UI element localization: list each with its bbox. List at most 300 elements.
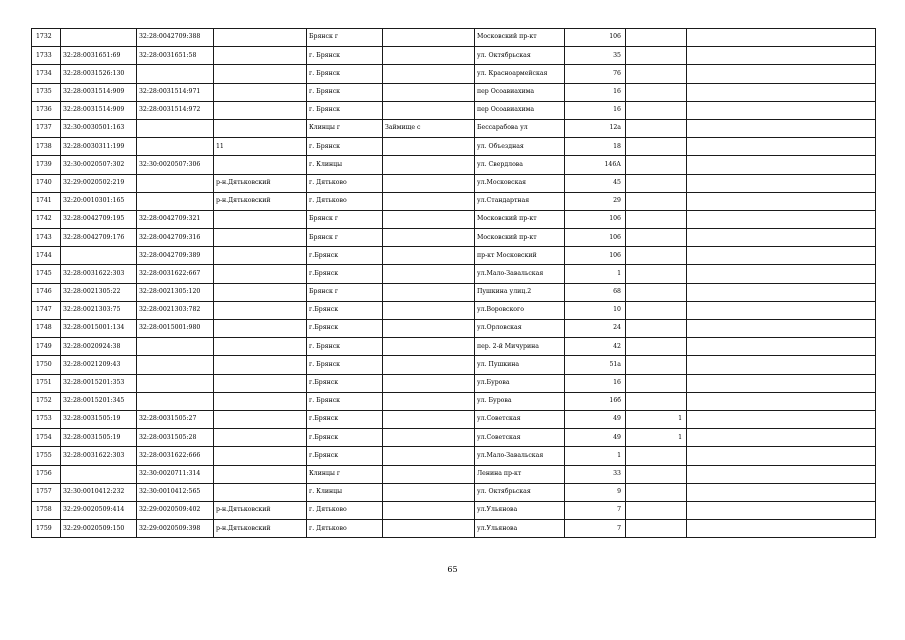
street-cell: ул. Бурова xyxy=(475,392,565,410)
district-cell xyxy=(214,210,307,228)
table-row xyxy=(32,29,876,47)
row-index-cell: 1743 xyxy=(32,229,61,247)
row-index-cell: 1752 xyxy=(32,392,61,410)
street-cell: ул.Московская xyxy=(475,174,565,192)
extra-cell xyxy=(687,265,876,283)
object-cadastral-number-cell xyxy=(137,138,214,156)
table-row xyxy=(32,210,876,228)
street-cell: ул. Октябрьская xyxy=(475,483,565,501)
city-cell: г.Брянск xyxy=(307,374,383,392)
district-cell xyxy=(214,338,307,356)
extra-cell xyxy=(687,301,876,319)
house-number-cell: 146А xyxy=(565,156,626,174)
table-row xyxy=(32,447,876,465)
city-cell: г.Брянск xyxy=(307,447,383,465)
building-cell xyxy=(626,501,687,519)
table-row xyxy=(32,83,876,101)
building-cell xyxy=(626,119,687,137)
extra-cell xyxy=(687,101,876,119)
extra-cell xyxy=(687,229,876,247)
locality-cell xyxy=(383,356,475,374)
locality-cell xyxy=(383,65,475,83)
table-row xyxy=(32,374,876,392)
cadastral-number-cell: 32:28:0031505:19 xyxy=(61,429,137,447)
cadastral-number-cell: 32:28:0031651:69 xyxy=(61,47,137,65)
city-cell: г. Клинцы xyxy=(307,483,383,501)
row-index-cell: 1741 xyxy=(32,192,61,210)
building-cell xyxy=(626,356,687,374)
cadastral-number-cell xyxy=(61,29,137,47)
object-cadastral-number-cell: 32:28:0031514:972 xyxy=(137,101,214,119)
object-cadastral-number-cell: 32:28:0031505:27 xyxy=(137,410,214,428)
extra-cell xyxy=(687,174,876,192)
house-number-cell: 42 xyxy=(565,338,626,356)
city-cell: г. Брянск xyxy=(307,47,383,65)
extra-cell xyxy=(687,483,876,501)
building-cell xyxy=(626,156,687,174)
locality-cell xyxy=(383,47,475,65)
district-cell xyxy=(214,356,307,374)
table-row xyxy=(32,301,876,319)
extra-cell xyxy=(687,320,876,338)
house-number-cell: 33 xyxy=(565,465,626,483)
city-cell: г.Брянск xyxy=(307,429,383,447)
row-index-cell: 1756 xyxy=(32,465,61,483)
city-cell: г. Дятьково xyxy=(307,501,383,519)
building-cell xyxy=(626,247,687,265)
cadastral-number-cell: 32:28:0031505:19 xyxy=(61,410,137,428)
street-cell: ул. Пушкина xyxy=(475,356,565,374)
street-cell: пр-кт Московский xyxy=(475,247,565,265)
district-cell xyxy=(214,392,307,410)
building-cell xyxy=(626,520,687,538)
object-cadastral-number-cell: 32:28:0042709:321 xyxy=(137,210,214,228)
locality-cell xyxy=(383,392,475,410)
city-cell: Брянск г xyxy=(307,229,383,247)
house-number-cell: 16 xyxy=(565,83,626,101)
object-cadastral-number-cell xyxy=(137,374,214,392)
district-cell: р-н.Дятьковский xyxy=(214,192,307,210)
street-cell: ул. Красноармейская xyxy=(475,65,565,83)
locality-cell: Займище с xyxy=(383,119,475,137)
extra-cell xyxy=(687,47,876,65)
house-number-cell: 35 xyxy=(565,47,626,65)
street-cell: Московский пр-кт xyxy=(475,29,565,47)
extra-cell xyxy=(687,283,876,301)
district-cell xyxy=(214,119,307,137)
table-row xyxy=(32,410,876,428)
cadastral-number-cell: 32:28:0015001:134 xyxy=(61,320,137,338)
extra-cell xyxy=(687,119,876,137)
city-cell: Клинцы г xyxy=(307,119,383,137)
locality-cell xyxy=(383,156,475,174)
table-row xyxy=(32,101,876,119)
row-index-cell: 1753 xyxy=(32,410,61,428)
district-cell: р-н.Дятьковский xyxy=(214,501,307,519)
table-row xyxy=(32,265,876,283)
house-number-cell: 106 xyxy=(565,247,626,265)
cadastral-number-cell: 32:30:0010412:232 xyxy=(61,483,137,501)
table-row xyxy=(32,483,876,501)
object-cadastral-number-cell: 32:28:0021305:120 xyxy=(137,283,214,301)
row-index-cell: 1734 xyxy=(32,65,61,83)
street-cell: ул.Воровского xyxy=(475,301,565,319)
table-row xyxy=(32,356,876,374)
city-cell: Брянск г xyxy=(307,210,383,228)
extra-cell xyxy=(687,29,876,47)
object-cadastral-number-cell: 32:30:0020507:306 xyxy=(137,156,214,174)
cadastral-number-cell: 32:28:0020924:38 xyxy=(61,338,137,356)
city-cell: г. Дятьково xyxy=(307,520,383,538)
extra-cell xyxy=(687,410,876,428)
city-cell: г. Брянск xyxy=(307,83,383,101)
house-number-cell: 45 xyxy=(565,174,626,192)
locality-cell xyxy=(383,338,475,356)
table-row xyxy=(32,156,876,174)
table-row xyxy=(32,501,876,519)
row-index-cell: 1737 xyxy=(32,119,61,137)
object-cadastral-number-cell: 32:30:0020711:314 xyxy=(137,465,214,483)
locality-cell xyxy=(383,520,475,538)
cadastral-number-cell: 32:28:0042709:176 xyxy=(61,229,137,247)
district-cell xyxy=(214,156,307,174)
city-cell: г. Брянск xyxy=(307,65,383,83)
row-index-cell: 1736 xyxy=(32,101,61,119)
row-index-cell: 1744 xyxy=(32,247,61,265)
extra-cell xyxy=(687,138,876,156)
table-row xyxy=(32,138,876,156)
city-cell: г. Брянск xyxy=(307,356,383,374)
extra-cell xyxy=(687,392,876,410)
building-cell: 1 xyxy=(626,429,687,447)
city-cell: г.Брянск xyxy=(307,265,383,283)
city-cell: г. Дятьково xyxy=(307,192,383,210)
object-cadastral-number-cell: 32:28:0031622:667 xyxy=(137,265,214,283)
locality-cell xyxy=(383,410,475,428)
locality-cell xyxy=(383,465,475,483)
row-index-cell: 1748 xyxy=(32,320,61,338)
district-cell xyxy=(214,483,307,501)
extra-cell xyxy=(687,429,876,447)
building-cell xyxy=(626,138,687,156)
building-cell xyxy=(626,101,687,119)
street-cell: пер. 2-й Мичурина xyxy=(475,338,565,356)
row-index-cell: 1758 xyxy=(32,501,61,519)
object-cadastral-number-cell: 32:29:0020509:398 xyxy=(137,520,214,538)
city-cell: г.Брянск xyxy=(307,320,383,338)
object-cadastral-number-cell: 32:28:0031622:666 xyxy=(137,447,214,465)
row-index-cell: 1735 xyxy=(32,83,61,101)
extra-cell xyxy=(687,65,876,83)
locality-cell xyxy=(383,83,475,101)
street-cell: ул.Ульянова xyxy=(475,520,565,538)
cadastral-number-cell: 32:29:0020509:150 xyxy=(61,520,137,538)
locality-cell xyxy=(383,501,475,519)
cadastral-number-cell: 32:28:0030311:199 xyxy=(61,138,137,156)
house-number-cell: 16 xyxy=(565,101,626,119)
cadastral-number-cell: 32:28:0031622:303 xyxy=(61,265,137,283)
locality-cell xyxy=(383,283,475,301)
locality-cell xyxy=(383,447,475,465)
house-number-cell: 7 xyxy=(565,501,626,519)
cadastral-number-cell: 32:28:0031514:909 xyxy=(61,83,137,101)
city-cell: Брянск г xyxy=(307,283,383,301)
extra-cell xyxy=(687,156,876,174)
cadastral-number-cell: 32:29:0020509:414 xyxy=(61,501,137,519)
object-cadastral-number-cell: 32:29:0020509:402 xyxy=(137,501,214,519)
building-cell xyxy=(626,210,687,228)
district-cell xyxy=(214,320,307,338)
street-cell: Московский пр-кт xyxy=(475,229,565,247)
locality-cell xyxy=(383,483,475,501)
district-cell: 11 xyxy=(214,138,307,156)
district-cell xyxy=(214,101,307,119)
district-cell xyxy=(214,47,307,65)
row-index-cell: 1750 xyxy=(32,356,61,374)
extra-cell xyxy=(687,192,876,210)
building-cell xyxy=(626,65,687,83)
locality-cell xyxy=(383,320,475,338)
object-cadastral-number-cell xyxy=(137,174,214,192)
street-cell: ул. Объездная xyxy=(475,138,565,156)
table-row xyxy=(32,119,876,137)
table-row xyxy=(32,229,876,247)
cadastral-number-cell: 32:28:0021305:22 xyxy=(61,283,137,301)
cadastral-number-cell: 32:28:0021209:43 xyxy=(61,356,137,374)
extra-cell xyxy=(687,83,876,101)
table-row xyxy=(32,65,876,83)
house-number-cell: 1 xyxy=(565,265,626,283)
table-row xyxy=(32,174,876,192)
table-row xyxy=(32,247,876,265)
table-row xyxy=(32,429,876,447)
object-cadastral-number-cell xyxy=(137,65,214,83)
locality-cell xyxy=(383,247,475,265)
city-cell: г. Брянск xyxy=(307,101,383,119)
extra-cell xyxy=(687,501,876,519)
object-cadastral-number-cell: 32:28:0042709:389 xyxy=(137,247,214,265)
street-cell: ул.Советская xyxy=(475,429,565,447)
building-cell xyxy=(626,192,687,210)
row-index-cell: 1738 xyxy=(32,138,61,156)
city-cell: г. Брянск xyxy=(307,392,383,410)
city-cell: Брянск г xyxy=(307,29,383,47)
district-cell xyxy=(214,265,307,283)
city-cell: г.Брянск xyxy=(307,410,383,428)
district-cell xyxy=(214,229,307,247)
extra-cell xyxy=(687,465,876,483)
row-index-cell: 1757 xyxy=(32,483,61,501)
cadastral-number-cell: 32:28:0031622:303 xyxy=(61,447,137,465)
district-cell: р-н.Дятьковский xyxy=(214,174,307,192)
district-cell xyxy=(214,301,307,319)
city-cell: г. Клинцы xyxy=(307,156,383,174)
object-cadastral-number-cell xyxy=(137,356,214,374)
table-row xyxy=(32,465,876,483)
row-index-cell: 1732 xyxy=(32,29,61,47)
building-cell xyxy=(626,320,687,338)
object-cadastral-number-cell: 32:28:0031505:28 xyxy=(137,429,214,447)
street-cell: ул.Стандартная xyxy=(475,192,565,210)
object-cadastral-number-cell: 32:28:0015001:980 xyxy=(137,320,214,338)
row-index-cell: 1733 xyxy=(32,47,61,65)
row-index-cell: 1754 xyxy=(32,429,61,447)
house-number-cell: 76 xyxy=(565,65,626,83)
cadastral-number-cell xyxy=(61,247,137,265)
street-cell: Пушкина улиц.2 xyxy=(475,283,565,301)
house-number-cell: 51а xyxy=(565,356,626,374)
building-cell xyxy=(626,283,687,301)
row-index-cell: 1755 xyxy=(32,447,61,465)
house-number-cell: 18 xyxy=(565,138,626,156)
cadastral-number-cell: 32:30:0020507:302 xyxy=(61,156,137,174)
building-cell xyxy=(626,374,687,392)
row-index-cell: 1759 xyxy=(32,520,61,538)
district-cell xyxy=(214,429,307,447)
building-cell xyxy=(626,265,687,283)
street-cell: ул.Бурова xyxy=(475,374,565,392)
street-cell: ул.Мало-Завальская xyxy=(475,447,565,465)
house-number-cell: 12а xyxy=(565,119,626,137)
cadastral-number-cell: 32:28:0031526:130 xyxy=(61,65,137,83)
district-cell: р-н.Дятьковский xyxy=(214,520,307,538)
locality-cell xyxy=(383,229,475,247)
house-number-cell: 49 xyxy=(565,410,626,428)
district-cell xyxy=(214,447,307,465)
extra-cell xyxy=(687,338,876,356)
object-cadastral-number-cell: 32:28:0042709:388 xyxy=(137,29,214,47)
object-cadastral-number-cell: 32:28:0021303:782 xyxy=(137,301,214,319)
district-cell xyxy=(214,65,307,83)
house-number-cell: 1 xyxy=(565,447,626,465)
extra-cell xyxy=(687,210,876,228)
locality-cell xyxy=(383,174,475,192)
cadastral-number-cell: 32:28:0031514:909 xyxy=(61,101,137,119)
district-cell xyxy=(214,410,307,428)
street-cell: ул.Мало-Завальская xyxy=(475,265,565,283)
table-row xyxy=(32,520,876,538)
building-cell xyxy=(626,483,687,501)
extra-cell xyxy=(687,374,876,392)
table-row xyxy=(32,392,876,410)
house-number-cell: 16б xyxy=(565,392,626,410)
cadastral-number-cell: 32:28:0015201:345 xyxy=(61,392,137,410)
table-row xyxy=(32,320,876,338)
object-cadastral-number-cell: 32:28:0031514:971 xyxy=(137,83,214,101)
building-cell xyxy=(626,301,687,319)
cadastral-number-cell: 32:29:0020502:219 xyxy=(61,174,137,192)
building-cell xyxy=(626,465,687,483)
object-cadastral-number-cell xyxy=(137,119,214,137)
locality-cell xyxy=(383,101,475,119)
locality-cell xyxy=(383,374,475,392)
cadastral-number-cell: 32:28:0042709:195 xyxy=(61,210,137,228)
district-cell xyxy=(214,247,307,265)
building-cell xyxy=(626,229,687,247)
object-cadastral-number-cell: 32:30:0010412:565 xyxy=(137,483,214,501)
street-cell: ул.Орловская xyxy=(475,320,565,338)
street-cell: Ленина пр-кт xyxy=(475,465,565,483)
city-cell: г. Дятьково xyxy=(307,174,383,192)
street-cell: Бессарабова ул xyxy=(475,119,565,137)
extra-cell xyxy=(687,356,876,374)
row-index-cell: 1745 xyxy=(32,265,61,283)
street-cell: ул.Советская xyxy=(475,410,565,428)
district-cell xyxy=(214,374,307,392)
building-cell xyxy=(626,174,687,192)
extra-cell xyxy=(687,247,876,265)
city-cell: г.Брянск xyxy=(307,301,383,319)
table-row xyxy=(32,338,876,356)
cadastral-number-cell: 32:28:0015201:353 xyxy=(61,374,137,392)
row-index-cell: 1746 xyxy=(32,283,61,301)
extra-cell xyxy=(687,520,876,538)
building-cell xyxy=(626,47,687,65)
locality-cell xyxy=(383,429,475,447)
city-cell: Клинцы г xyxy=(307,465,383,483)
building-cell xyxy=(626,447,687,465)
row-index-cell: 1740 xyxy=(32,174,61,192)
cadastral-number-cell: 32:28:0021303:75 xyxy=(61,301,137,319)
district-cell xyxy=(214,83,307,101)
district-cell xyxy=(214,29,307,47)
registry-table xyxy=(31,28,876,538)
row-index-cell: 1742 xyxy=(32,210,61,228)
locality-cell xyxy=(383,138,475,156)
building-cell xyxy=(626,29,687,47)
row-index-cell: 1749 xyxy=(32,338,61,356)
building-cell xyxy=(626,83,687,101)
street-cell: пер Осоавиахима xyxy=(475,83,565,101)
object-cadastral-number-cell: 32:28:0042709:316 xyxy=(137,229,214,247)
district-cell xyxy=(214,283,307,301)
building-cell xyxy=(626,338,687,356)
object-cadastral-number-cell xyxy=(137,392,214,410)
locality-cell xyxy=(383,29,475,47)
house-number-cell: 7 xyxy=(565,520,626,538)
table-row xyxy=(32,192,876,210)
street-cell: ул. Октябрьская xyxy=(475,47,565,65)
building-cell: 1 xyxy=(626,410,687,428)
city-cell: г. Брянск xyxy=(307,138,383,156)
city-cell: г.Брянск xyxy=(307,247,383,265)
registry-table-body xyxy=(32,29,876,538)
table-row xyxy=(32,47,876,65)
row-index-cell: 1747 xyxy=(32,301,61,319)
street-cell: ул. Свердлова xyxy=(475,156,565,174)
house-number-cell: 24 xyxy=(565,320,626,338)
house-number-cell: 10 xyxy=(565,301,626,319)
house-number-cell: 16 xyxy=(565,374,626,392)
cadastral-number-cell xyxy=(61,465,137,483)
street-cell: ул.Ульянова xyxy=(475,501,565,519)
house-number-cell: 29 xyxy=(565,192,626,210)
cadastral-number-cell: 32:20:0010301:165 xyxy=(61,192,137,210)
object-cadastral-number-cell xyxy=(137,192,214,210)
street-cell: Московский пр-кт xyxy=(475,210,565,228)
page-number: 65 xyxy=(447,565,458,574)
object-cadastral-number-cell xyxy=(137,338,214,356)
locality-cell xyxy=(383,192,475,210)
house-number-cell: 68 xyxy=(565,283,626,301)
locality-cell xyxy=(383,301,475,319)
row-index-cell: 1751 xyxy=(32,374,61,392)
object-cadastral-number-cell: 32:28:0031651:58 xyxy=(137,47,214,65)
row-index-cell: 1739 xyxy=(32,156,61,174)
city-cell: г. Брянск xyxy=(307,338,383,356)
house-number-cell: 49 xyxy=(565,429,626,447)
building-cell xyxy=(626,392,687,410)
